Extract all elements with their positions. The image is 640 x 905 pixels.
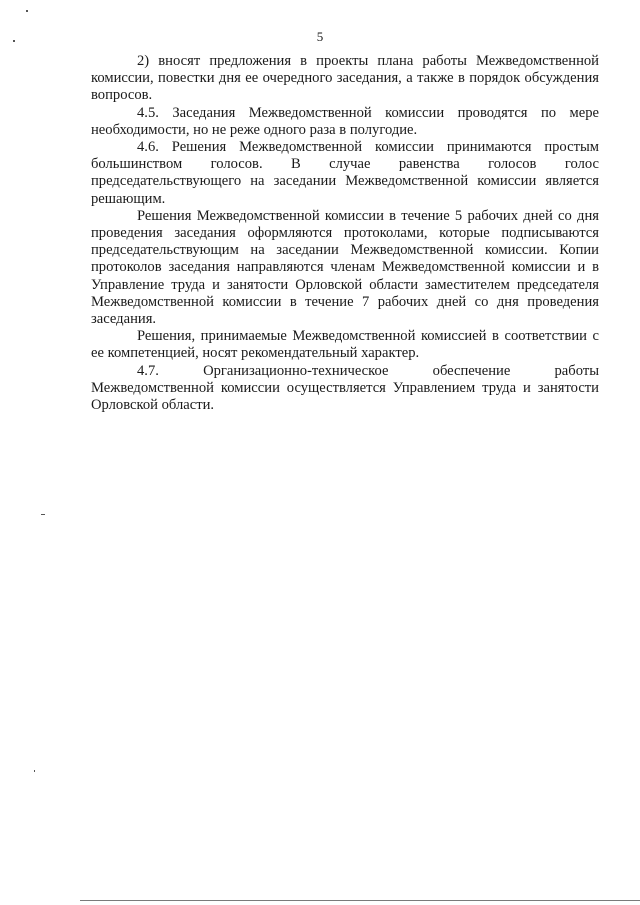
scan-speck <box>41 514 45 515</box>
paragraph-4-7-support: 4.7. Организационно-техническое обеспечение работы Межведомственной комиссии осуществляется Управлением труда и занятости Орловской области. <box>91 362 599 414</box>
document-body <box>91 53 599 414</box>
paragraph-protocols: Решения Межведомственной комиссии в течение 5 рабочих дней со дня проведения заседания оформляются протоколами, которые подписываются председательствующим на заседании Межведомственной комиссии. Копии протоколов заседания направляются членам Межведомственной комиссии и в Управление труда и занятости Орловской области заместителем председателя Межведомственной комиссии в течение 7 рабочих дней со дня проведения заседания. <box>91 207 599 328</box>
page-number: 5 <box>316 29 324 44</box>
paragraph-4-6-decisions: 4.6. Решения Межведомственной комиссии принимаются простым большинством голосов. В случае равенства голосов голос председательствующего на заседании Межведомственной комиссии является решающим. <box>91 139 599 207</box>
scan-speck <box>34 770 35 772</box>
scan-bottom-edge <box>80 900 640 901</box>
paragraph-4-5-meetings: 4.5. Заседания Межведомственной комиссии проводятся по мере необходимости, но не реже одного раза в полугодие. <box>91 104 599 138</box>
scan-speck <box>26 10 28 12</box>
paragraph-item-2-proposals: 2) вносят предложения в проекты плана работы Межведомственной комиссии, повестки дня ее очередного заседания, а также в порядок обсуждения вопросов. <box>91 53 599 104</box>
scan-speck <box>13 40 15 42</box>
paragraph-recommendations: Решения, принимаемые Межведомственной комиссией в соответствии с ее компетенцией, носят рекомендательный характер. <box>91 328 599 362</box>
